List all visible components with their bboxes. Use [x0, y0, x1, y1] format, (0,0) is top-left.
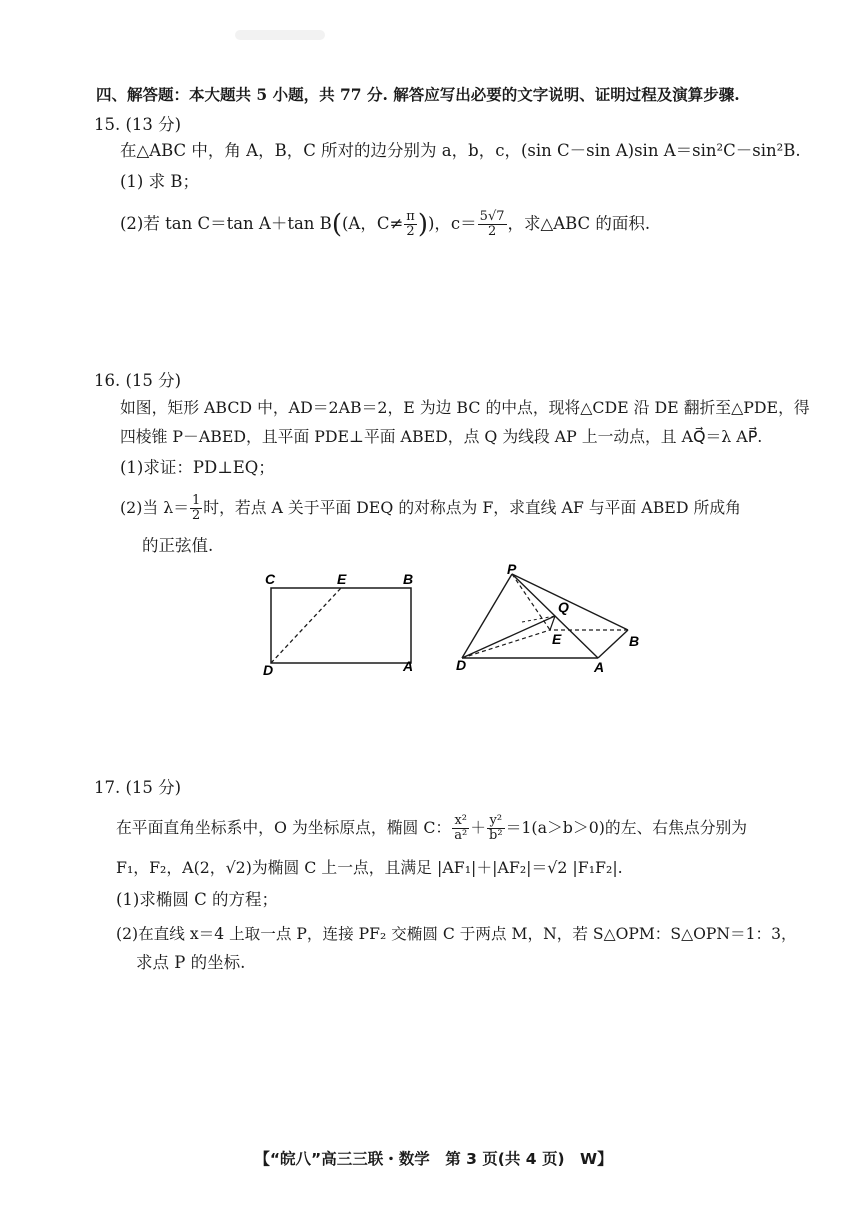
q15-part1: (1) 求 B； [120, 172, 199, 191]
q16-part2-line2: 的正弦值. [142, 536, 214, 555]
pi-over-2-fraction: $\frac{\pi}{2}$ [406, 209, 415, 239]
q15-part2-cond: (A，C≠ [341, 214, 404, 233]
c-value-fraction: $\frac{5√7}{2}$ [479, 209, 505, 239]
label-e: E [337, 571, 347, 587]
figure-rectangle-abcd [255, 565, 435, 680]
q16-stem-line1: 如图，矩形 ABCD 中，AD＝2AB＝2，E 为边 BC 的中点，现将△CDE 沿 DE 翻折至△PDE，得 [120, 398, 810, 417]
q17-part2-line2: 求点 P 的坐标. [136, 953, 246, 972]
label-d: D [456, 657, 467, 673]
q16-part2: (2)当 λ＝ $\frac{1}{2}$ 时，若点 A 关于平面 DEQ 的对称点为 F，求直线 AF 与平面 ABED 所成角 [120, 493, 741, 523]
q15-part2-prefix: (2)若 tan C＝tan A＋tan B [120, 214, 332, 233]
label-c: C [265, 571, 276, 587]
q15-stem: 在△ABC 中，角 A，B，C 所对的边分别为 a，b，c，(sin C－sin A)sin A＝sin²C－sin²B. [120, 141, 801, 160]
q17-stem-line2: F₁，F₂，A(2，√2)为椭圆 C 上一点，且满足 |AF₁|＋|AF₂|＝√2 |F₁F₂|. [116, 858, 623, 877]
q17-number: 17. (15 分) [94, 778, 182, 797]
section-heading: 四、解答题：本大题共 5 小题，共 77 分. 解答应写出必要的文字说明、证明过程及演算步骤. [96, 85, 740, 104]
x2-over-a2-fraction: $\frac{\text{x²}}{\text{a²}}$ [454, 813, 468, 843]
label-b: B [403, 571, 414, 587]
label-a: A [403, 658, 414, 674]
scan-smudge [235, 30, 325, 40]
label-b: B [629, 633, 640, 649]
q16-stem-line2: 四棱锥 P－ABED，且平面 PDE⊥平面 ABED，点 Q 为线段 AP 上一动点，且 AQ⃗＝λ AP⃗. [120, 427, 763, 446]
label-d: D [263, 662, 274, 678]
q17-part2: (2)在直线 x＝4 上取一点 P，连接 PF₂ 交椭圆 C 于两点 M，N，若 S△OPM：S△OPN＝1：3， [116, 925, 797, 943]
q15-number: 15. (13 分) [94, 115, 182, 134]
lambda-fraction: $\frac{1}{2}$ [192, 493, 201, 523]
q16-part1: (1)求证：PD⊥EQ； [120, 458, 275, 477]
y2-over-b2-fraction: $\frac{\text{y²}}{\text{b²}}$ [489, 813, 503, 843]
q17-part1: (1)求椭圆 C 的方程； [116, 890, 278, 909]
label-q: Q [558, 599, 569, 615]
page-footer: 【“皖八”高三三联・数学 第 3 页(共 4 页) W】 [254, 1150, 613, 1168]
q17-stem-line1: 在平面直角坐标系中，O 为坐标原点，椭圆 C： $\frac{\text{x²}}{\text{a²}}$ ＋ $\frac{\text{y²}}{\text{b²}}$ ＝1(a＞b＞0)的左、右焦点分别为 [116, 813, 748, 843]
figure-pyramid-pabed [450, 560, 650, 680]
q16-number: 16. (15 分) [94, 371, 182, 390]
q15-part2-suffix: ，求△ABC 的面积. [507, 214, 651, 233]
label-a: A [594, 659, 605, 675]
label-e: E [552, 631, 562, 647]
q15-part2: (2)若 tan C＝tan A＋tan B((A，C≠ $\frac{\pi}{2}$ ))，c＝ $\frac{5√7}{2}$ ，求△ABC 的面积. [120, 209, 651, 240]
label-p: P [507, 561, 517, 577]
rectangle [271, 588, 411, 663]
dashed-de [271, 588, 341, 663]
